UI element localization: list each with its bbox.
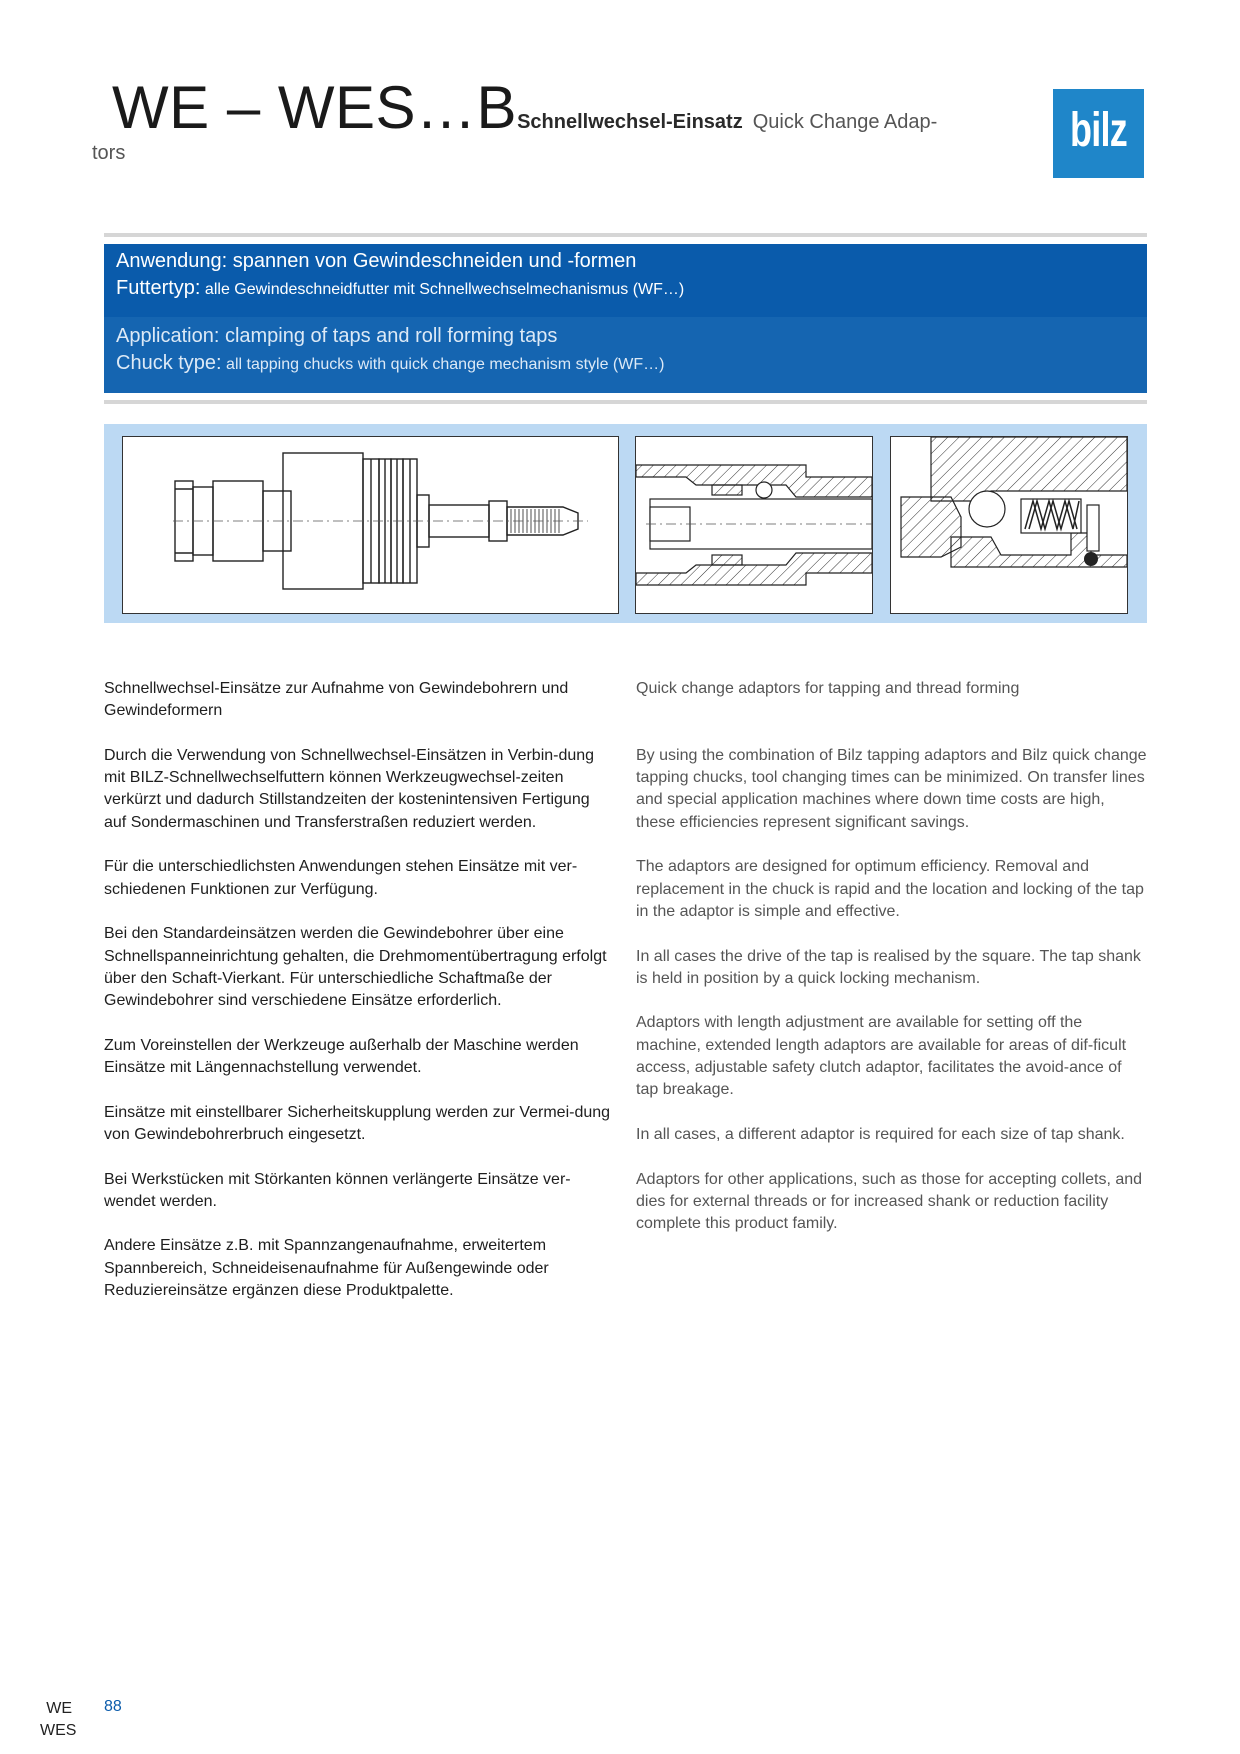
chuck-type-value-en: all tapping chucks with quick change mechanism style (WF…) <box>221 356 665 373</box>
chuck-type-value-de: alle Gewindeschneidfutter mit Schnellwechselmechanismus (WF…) <box>200 281 685 298</box>
german-paragraph: Bei Werkstücken mit Störkanten können verlängerte Einsätze ver-wendet werden. <box>104 1170 571 1210</box>
top-divider <box>104 233 1147 237</box>
application-band-english <box>104 317 1147 393</box>
german-paragraph: Für die unterschiedlichsten Anwendungen stehen Einsätze mit ver-schiedenen Funktionen zur Verfügung. <box>104 858 578 898</box>
english-paragraph: By using the combination of Bilz tapping adaptors and Bilz quick change tapping chucks, tool changing times can be minimized. On transfer lines and special application machines where down time costs are high, these efficiencies represent significant savings. <box>636 746 1147 831</box>
application-band-german <box>104 244 1147 317</box>
english-paragraph: In all cases the drive of the tap is realised by the square. The tap shank is held in position by a quick locking mechanism. <box>636 947 1141 987</box>
chuck-section-drawing <box>636 437 872 613</box>
german-text-column <box>104 678 616 1325</box>
title-german: Schnellwechsel-Einsatz <box>517 111 743 133</box>
technical-drawings <box>104 424 1147 623</box>
german-paragraph: Durch die Verwendung von Schnellwechsel-Einsätzen in Verbin-dung mit BILZ-Schnellwechselfuttern können Werkzeugwechsel-zeiten verkürzt und dadurch Stillstandzeiten der kostenintensiven Fertigung auf Sondermaschinen und Transferstraßen reduziert werden. <box>104 746 595 831</box>
product-code-title: WE – WES…B <box>112 74 518 141</box>
locking-detail-drawing <box>891 437 1127 613</box>
logo-text: bilz <box>1070 104 1127 157</box>
english-paragraph: In all cases, a different adaptor is required for each size of tap shank. <box>636 1125 1125 1143</box>
english-paragraph: The adaptors are designed for optimum efficiency. Removal and replacement in the chuck is rapid and the location and locking of the tap in the adaptor is simple and effective. <box>636 858 1144 920</box>
bottom-divider <box>104 400 1147 404</box>
bilz-logo <box>1053 89 1144 178</box>
application-de: Anwendung: spannen von Gewindeschneiden und -formen <box>116 250 637 272</box>
page-title <box>92 74 972 165</box>
german-paragraph: Zum Voreinstellen der Werkzeuge außerhalb der Maschine werden Einsätze mit Längennachstellung verwendet. <box>104 1036 579 1077</box>
german-paragraph: Andere Einsätze z.B. mit Spannzangenaufnahme, erweitertem Spannbereich, Schneideisenaufnahme für Außengewinde oder Reduziereinsätze ergänzen diese Produktpalette. <box>104 1237 549 1300</box>
application-en: Application: clamping of taps and roll forming taps <box>116 325 558 347</box>
german-heading: Schnellwechsel-Einsätze zur Aufnahme von Gewindebohrern und Gewindeformern <box>104 680 569 720</box>
chuck-section-view <box>635 436 873 614</box>
chuck-type-label-de: Futtertyp: <box>116 277 201 299</box>
section-wes: WES <box>40 1722 77 1739</box>
english-paragraph: Adaptors for other applications, such as those for accepting collets, and dies for external threads or for increased shank or reduction facility complete this product family. <box>636 1170 1143 1233</box>
german-paragraph: Bei den Standardeinsätzen werden die Gewindebohrer über eine Schnellspanneinrichtung gehalten, die Drehmomentübertragung erfolgt über den Schaft-Vierkant. Für unterschiedliche Schaftmaße der Gewindebohrer sind verschiedene Einsätze erforderlich. <box>104 925 607 1010</box>
adaptor-drawing <box>123 437 618 613</box>
german-paragraph: Einsätze mit einstellbarer Sicherheitskupplung werden zur Vermei-dung von Gewindebohrerbruch eingesetzt. <box>104 1103 611 1143</box>
english-paragraph: Adaptors with length adjustment are available for setting off the machine, extended length adaptors are available for areas of dif-ficult access, adjustable safety clutch adaptor, facilitates the avoid-ance of tap breakage. <box>636 1014 1127 1099</box>
title-english-continued: tors <box>92 142 126 164</box>
english-text-column <box>636 678 1148 1258</box>
page-number: 88 <box>104 1698 122 1715</box>
section-we: WE <box>46 1700 72 1717</box>
title-english: Quick Change Adap- <box>752 111 938 133</box>
chuck-type-label-en: Chuck type: <box>116 352 222 374</box>
section-marker <box>40 1698 77 1742</box>
english-heading: Quick change adaptors for tapping and thread forming <box>636 680 1020 697</box>
adaptor-side-view <box>122 436 619 614</box>
locking-detail-view <box>890 436 1128 614</box>
